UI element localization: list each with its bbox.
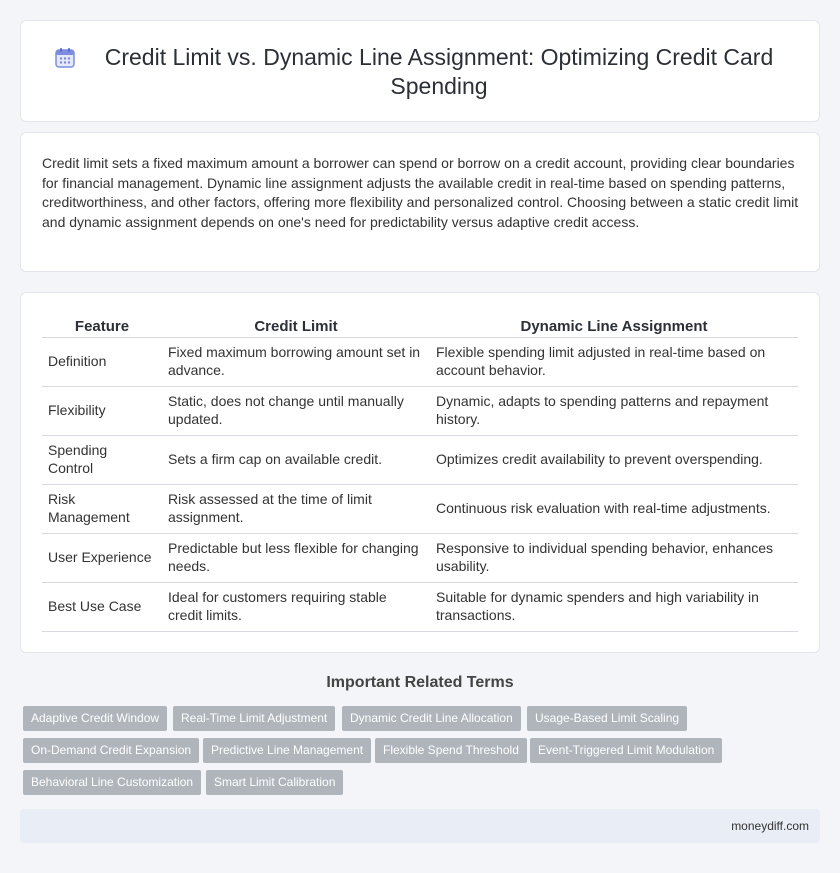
page-title: Credit Limit vs. Dynamic Line Assignment: Optimizing Credit Card Spending — [104, 44, 774, 99]
credit-limit-cell: Risk assessed at the time of limit assignment. — [162, 484, 430, 533]
related-terms-title: Important Related Terms — [326, 674, 514, 691]
comparison-table — [42, 317, 798, 632]
intro-paragraph: Credit limit sets a fixed maximum amount a borrower can spend or borrow on a credit account, providing clear boundaries for financial management. Dynamic line assignment adjusts the available credit in real-time based on spending patterns, creditworthiness, and other factors, offering more flexibility and personalized control. Choosing between a static credit limit and dynamic assignment depends on one's need for predictability versus adaptive credit access. — [42, 155, 799, 230]
feature-cell: Definition — [42, 337, 162, 386]
credit-limit-cell: Sets a firm cap on available credit. — [162, 435, 430, 484]
related-term-tag[interactable]: Adaptive Credit Window — [23, 706, 167, 731]
table-header-row — [42, 317, 798, 337]
related-term-tag[interactable]: Smart Limit Calibration — [206, 770, 343, 795]
feature-cell: Spending Control — [42, 435, 162, 484]
related-term-tag[interactable]: Event-Triggered Limit Modulation — [530, 738, 722, 763]
feature-cell: Best Use Case — [42, 582, 162, 631]
intro-card — [20, 132, 820, 272]
credit-limit-cell: Ideal for customers requiring stable credit limits. — [162, 582, 430, 631]
related-term-tag[interactable]: Behavioral Line Customization — [23, 770, 201, 795]
table-row — [42, 337, 798, 386]
related-term-tag[interactable]: On-Demand Credit Expansion — [23, 738, 199, 763]
dynamic-line-cell: Responsive to individual spending behavior, enhances usability. — [430, 533, 798, 582]
dynamic-line-cell: Suitable for dynamic spenders and high variability in transactions. — [430, 582, 798, 631]
credit-limit-cell: Predictable but less flexible for changing needs. — [162, 533, 430, 582]
header-dynamic-line: Dynamic Line Assignment — [430, 317, 798, 337]
site-name[interactable]: moneydiff.com — [731, 819, 809, 833]
related-term-tag[interactable]: Flexible Spend Threshold — [375, 738, 527, 763]
title-card — [20, 20, 820, 122]
feature-cell: User Experience — [42, 533, 162, 582]
related-term-tag[interactable]: Usage-Based Limit Scaling — [527, 706, 687, 731]
table-row — [42, 533, 798, 582]
related-term-tag[interactable]: Dynamic Credit Line Allocation — [342, 706, 521, 731]
table-row — [42, 582, 798, 631]
credit-limit-cell: Static, does not change until manually updated. — [162, 386, 430, 435]
dynamic-line-cell: Dynamic, adapts to spending patterns and repayment history. — [430, 386, 798, 435]
dynamic-line-cell: Continuous risk evaluation with real-time adjustments. — [430, 484, 798, 533]
table-row — [42, 484, 798, 533]
table-row — [42, 386, 798, 435]
feature-cell: Risk Management — [42, 484, 162, 533]
credit-limit-cell: Fixed maximum borrowing amount set in advance. — [162, 337, 430, 386]
header-feature: Feature — [42, 317, 162, 337]
dynamic-line-cell: Flexible spending limit adjusted in real-time based on account behavior. — [430, 337, 798, 386]
table-row — [42, 435, 798, 484]
related-term-tag[interactable]: Real-Time Limit Adjustment — [173, 706, 335, 731]
dynamic-line-cell: Optimizes credit availability to prevent overspending. — [430, 435, 798, 484]
comparison-table-card — [20, 292, 820, 653]
footer — [20, 809, 820, 843]
header-credit-limit: Credit Limit — [162, 317, 430, 337]
related-term-tag[interactable]: Predictive Line Management — [203, 738, 371, 763]
feature-cell: Flexibility — [42, 386, 162, 435]
